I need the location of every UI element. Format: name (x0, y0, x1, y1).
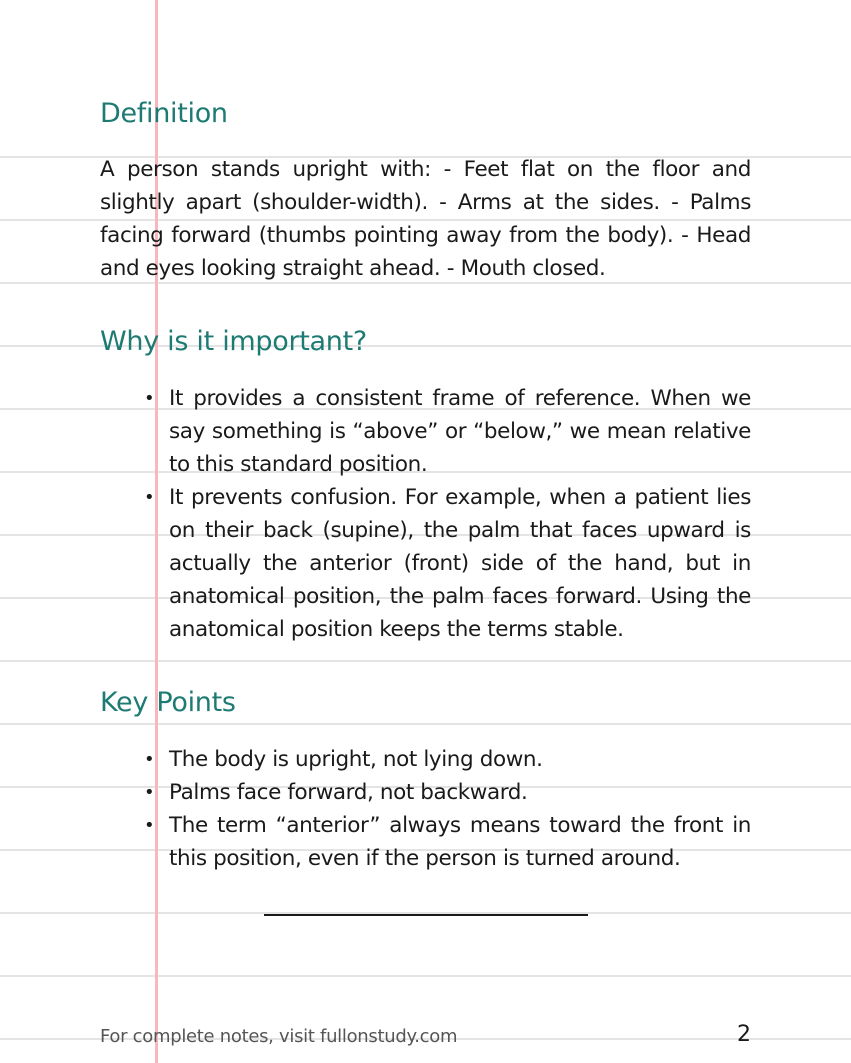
ruled-line (0, 975, 851, 977)
ruled-line (0, 723, 851, 725)
list-item (100, 809, 751, 875)
importance-heading: Why is it important? (100, 326, 367, 357)
bullet-glyph: • (144, 782, 155, 803)
bullet-glyph: • (144, 749, 155, 770)
ruled-line (0, 660, 851, 662)
list-item-text: Palms face forward, not backward. (169, 780, 528, 805)
list-item (100, 481, 751, 646)
importance-list (100, 382, 751, 646)
list-item (100, 382, 751, 481)
bullet-glyph: • (144, 388, 155, 409)
list-item-text: The term “anterior” always means toward the front in this position, even if the person is turned around. (169, 813, 751, 871)
section-divider (264, 914, 588, 916)
key-points-list (100, 743, 751, 875)
definition-heading: Definition (100, 98, 228, 129)
list-item (100, 743, 751, 776)
list-item-text: It prevents confusion. For example, when a patient lies on their back (supine), the palm that faces upward is actually the anterior (front) side of the hand, but in anatomical position, the palm faces forward. Using the anatomical position keeps the terms stable. (169, 485, 751, 642)
key-points-heading: Key Points (100, 687, 236, 718)
bullet-glyph: • (144, 815, 155, 836)
list-item (100, 776, 751, 809)
page-number: 2 (737, 1022, 751, 1047)
definition-body: A person stands upright with: - Feet flat on the floor and slightly apart (shoulder-width). - Arms at the sides. - Palms facing forward (thumbs pointing away from the body). - Head and eyes looking straight ahead. - Mouth closed. (100, 157, 751, 281)
bullet-glyph: • (144, 487, 155, 508)
list-item-text: It provides a consistent frame of reference. When we say something is “above” or “below,” we mean relative to this standard position. (169, 386, 751, 477)
list-item-text: The body is upright, not lying down. (169, 747, 543, 772)
footer-note: For complete notes, visit fullonstudy.com (100, 1026, 458, 1047)
